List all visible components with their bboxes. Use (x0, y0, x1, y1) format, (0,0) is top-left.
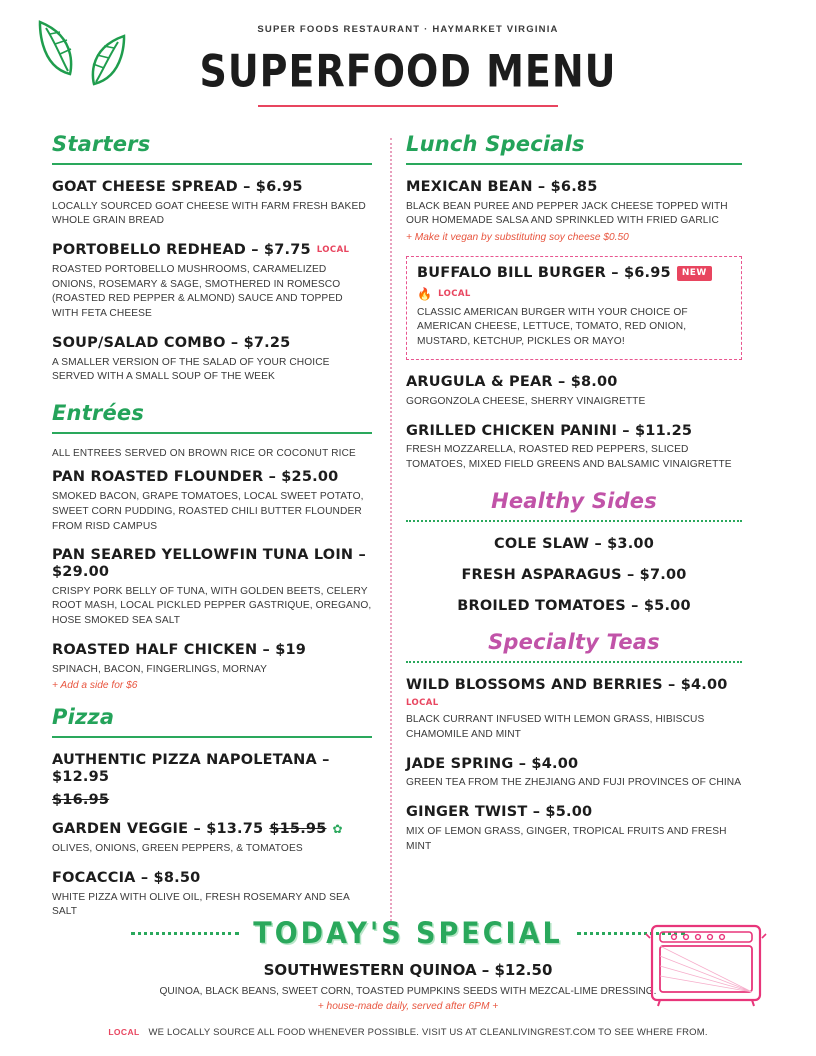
item-description: LOCALLY SOURCED GOAT CHEESE WITH FARM FRESH BAKED WHOLE GRAIN BREAD (52, 200, 366, 227)
amplifier-icon (644, 912, 768, 1008)
item-name (52, 242, 372, 259)
section-title-teas: Specialty Teas (488, 629, 660, 654)
dotted-rule-left (131, 932, 239, 935)
item-name (52, 752, 372, 808)
item-name-text: BUFFALO BILL BURGER – $6.95 (417, 265, 671, 282)
item-description: CRISPY PORK BELLY OF TUNA, WITH GOLDEN BEETS, CELERY ROOT MASH, LOCAL PICKLED PEPPER GASTRIQUE, OREGANO, HOSE SMOKED SEA SALT (52, 585, 372, 627)
menu-item (52, 547, 372, 629)
section-healthy-sides (406, 489, 742, 614)
item-note: + Add a side for $6 (52, 680, 138, 692)
item-name-text: WILD BLOSSOMS AND BERRIES – $4.00 (406, 676, 728, 693)
section-title-starters: Starters (52, 132, 151, 156)
section-entrees (52, 401, 372, 691)
menu-item (52, 242, 372, 322)
footer-note (0, 1027, 816, 1038)
item-name-text: PAN ROASTED FLOUNDER – $25.00 (52, 469, 339, 486)
item-name-text: ROASTED HALF CHICKEN – $19 (52, 641, 307, 658)
item-description: CLASSIC AMERICAN BURGER WITH YOUR CHOICE OF AMERICAN CHEESE, LETTUCE, TOMATO, RED ONION, MUSTARD, KETCHUP, PICKLES OR MAYO! (417, 306, 688, 348)
right-column (406, 132, 742, 933)
new-badge: NEW (677, 266, 712, 280)
menu-header (0, 0, 816, 118)
section-specialty-teas (406, 630, 742, 855)
section-title-lunch: Lunch Specials (406, 132, 585, 156)
item-description: BLACK BEAN PUREE AND PEPPER JACK CHEESE TOPPED WITH OUR HOMEMADE SALSA AND SPRINKLED WITH FRIED GARLIC (406, 200, 728, 227)
item-name (406, 179, 742, 196)
section-rule (406, 661, 742, 663)
section-rule (406, 163, 742, 165)
entrees-note: ALL ENTREES SERVED ON BROWN RICE OR COCONUT RICE (52, 448, 356, 460)
menu-item (406, 804, 742, 854)
menu-columns (0, 118, 816, 933)
special-item-note: + house-made daily, served after 6PM + (317, 1001, 499, 1012)
menu-item (52, 469, 372, 534)
section-lunch-specials (406, 132, 742, 473)
item-name (52, 870, 372, 887)
item-description: SPINACH, BACON, FINGERLINGS, MORNAY (52, 663, 268, 675)
item-name-text: AUTHENTIC PIZZA NAPOLETANA – $12.95 (52, 752, 330, 786)
item-name (406, 804, 742, 821)
section-pizza (52, 705, 372, 920)
item-old-price: $16.95 (52, 791, 110, 808)
section-title-pizza: Pizza (52, 705, 115, 730)
page-title: SUPERFOOD MENU (199, 45, 617, 97)
menu-item (52, 335, 372, 385)
section-title-sides: Healthy Sides (491, 488, 657, 513)
menu-item (52, 870, 372, 920)
item-description: OLIVES, ONIONS, GREEN PEPPERS, & TOMATOES (52, 843, 303, 855)
menu-item (406, 677, 742, 743)
item-description: FRESH MOZZARELLA, ROASTED RED PEPPERS, SLICED TOMATOES, MIXED FIELD GREENS AND BALSAMIC VINAIGRETTE (406, 444, 732, 470)
item-name-text: GINGER TWIST – $5.00 (406, 804, 593, 821)
menu-item (52, 642, 372, 691)
special-item-description: QUINOA, BLACK BEANS, SWEET CORN, TOASTED PUMPKINS SEEDS WITH MEZCAL-LIME DRESSING. (159, 986, 657, 997)
footer-text: WE LOCALLY SOURCE ALL FOOD WHENEVER POSSIBLE. VISIT US AT CLEANLIVINGREST.COM TO SEE WHERE FROM. (148, 1027, 708, 1038)
item-name (406, 677, 742, 709)
title-divider (258, 105, 558, 107)
side-item: COLE SLAW – $3.00 (493, 535, 655, 552)
menu-item (406, 179, 742, 243)
item-name-text: GARDEN VEGGIE – $13.75 (52, 821, 264, 838)
section-title-entrees: Entrées (52, 401, 145, 426)
featured-item-box (406, 256, 742, 360)
section-rule (52, 163, 372, 165)
menu-item (52, 179, 372, 229)
item-name (52, 547, 372, 580)
local-badge: LOCAL (316, 244, 350, 255)
item-name (52, 179, 372, 196)
item-description: MIX OF LEMON GRASS, GINGER, TROPICAL FRUITS AND FRESH MINT (406, 825, 727, 852)
item-name-text: GOAT CHEESE SPREAD – $6.95 (52, 179, 303, 195)
item-description: ROASTED PORTOBELLO MUSHROOMS, CARAMELIZED ONIONS, ROSEMARY & SAGE, SMOTHERED IN ROMESCO (ROASTED RED PEPPER & ALMOND) SAUCE AND TOPPED WITH FETA CHEESE (52, 263, 343, 320)
item-name-text: JADE SPRING – $4.00 (406, 755, 579, 772)
side-item: FRESH ASPARAGUS – $7.00 (461, 566, 687, 583)
item-description: WHITE PIZZA WITH OLIVE OIL, FRESH ROSEMARY AND SEA SALT (52, 891, 350, 918)
special-title: TODAY'S SPECIAL (253, 916, 563, 951)
local-badge: LOCAL (108, 1027, 140, 1037)
restaurant-subtitle: SUPER FOODS RESTAURANT · HAYMARKET VIRGINIA (257, 24, 559, 35)
menu-item (52, 752, 372, 808)
item-name (52, 469, 372, 486)
item-name-text: SOUP/SALAD COMBO – $7.25 (52, 335, 291, 352)
item-name-text: MEXICAN BEAN – $6.85 (406, 179, 598, 195)
item-name-text: FOCACCIA – $8.50 (52, 869, 201, 886)
section-starters (52, 132, 372, 385)
item-name-text: PORTOBELLO REDHEAD – $7.75 (52, 242, 311, 259)
item-note: + Make it vegan by substituting soy cheese $0.50 (406, 232, 629, 244)
item-name (406, 756, 742, 773)
item-description: BLACK CURRANT INFUSED WITH LEMON GRASS, HIBISCUS CHAMOMILE AND MINT (406, 714, 705, 740)
item-description: SMOKED BACON, GRAPE TOMATOES, LOCAL SWEET POTATO, SWEET CORN PUDDING, ROASTED CHILI BUTTER FLOUNDER FROM RISD CAMPUS (52, 490, 364, 532)
item-name (406, 374, 742, 391)
item-name-text: GRILLED CHICKEN PANINI – $11.25 (406, 422, 693, 439)
leaf-icon: ✿ (332, 821, 343, 836)
side-item: BROILED TOMATOES – $5.00 (457, 597, 691, 614)
item-description: GREEN TEA FROM THE ZHEJIANG AND FUJI PROVINCES OF CHINA (406, 777, 742, 789)
section-rule (52, 432, 372, 434)
menu-item (52, 821, 372, 856)
item-name-text: ARUGULA & PEAR – $8.00 (406, 374, 618, 391)
left-column (52, 132, 390, 933)
item-name (406, 423, 742, 440)
flame-icon: 🔥 (417, 286, 433, 301)
item-name (52, 642, 372, 659)
column-divider (390, 138, 392, 933)
item-name (417, 265, 731, 301)
local-badge: LOCAL (438, 288, 471, 299)
item-name-text: PAN SEARED YELLOWFIN TUNA LOIN – $29.00 (52, 547, 366, 580)
menu-item (406, 756, 742, 791)
item-old-price: $15.95 (269, 821, 327, 838)
special-item-name: SOUTHWESTERN QUINOA – $12.50 (263, 961, 553, 979)
item-description: GORGONZOLA CHEESE, SHERRY VINAIGRETTE (406, 395, 646, 407)
item-name (52, 335, 372, 352)
item-name (52, 821, 372, 838)
local-badge: LOCAL (406, 698, 439, 709)
menu-item (406, 423, 742, 473)
section-rule (406, 520, 742, 522)
menu-item (406, 374, 742, 409)
section-rule (52, 736, 372, 738)
item-description: A SMALLER VERSION OF THE SALAD OF YOUR CHOICE SERVED WITH A SMALL SOUP OF THE WEEK (52, 356, 330, 383)
